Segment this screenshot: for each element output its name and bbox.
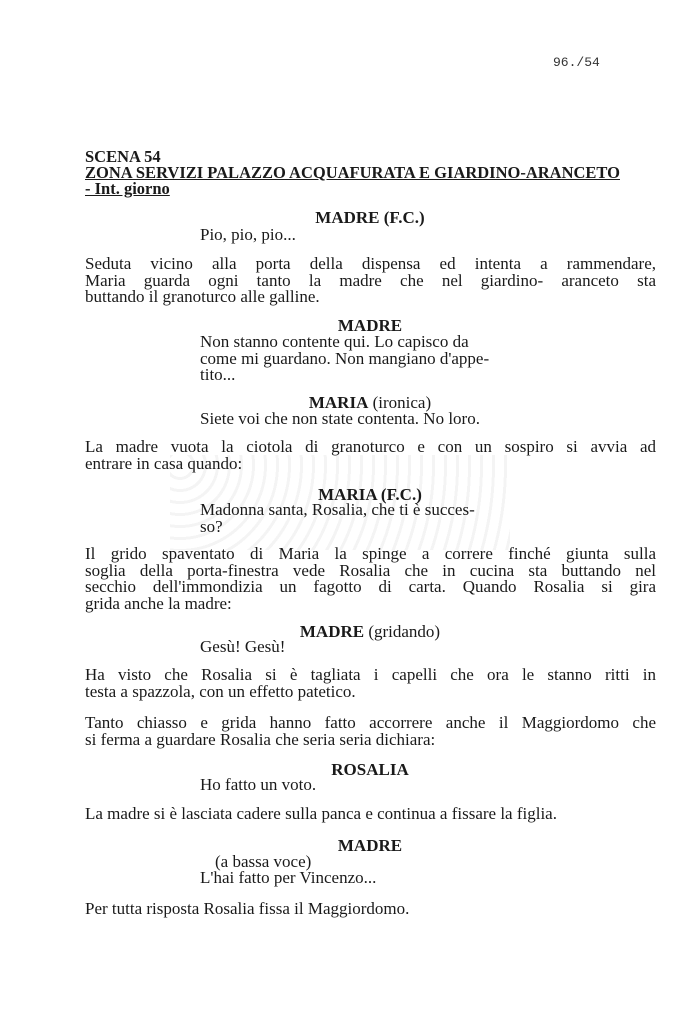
action-line: Seduta vicino alla porta della dispensa ed intenta a rammendare, [85, 254, 656, 273]
character-cue [0, 837, 681, 854]
action-paragraph [85, 806, 656, 823]
action-paragraph [85, 901, 656, 918]
parenthetical: (ironica) [372, 393, 432, 412]
dialogue [200, 227, 296, 244]
character-cue [0, 209, 681, 226]
action-paragraph [85, 715, 656, 748]
character-name: MADRE [337, 316, 403, 335]
parenthetical: (gridando) [368, 622, 441, 641]
action-line: buttando il granoturco alle galline. [85, 287, 320, 306]
action-paragraph [85, 439, 656, 472]
dialogue [200, 870, 376, 887]
action-line: Tanto chiasso e grida hanno fatto accorrere anche il Maggiordomo che [85, 713, 656, 732]
dialogue [200, 334, 489, 384]
character-cue [0, 623, 681, 640]
dialogue-line: tito... [200, 365, 236, 384]
action-line: secchio dell'immondizia un fagotto di carta. Quando Rosalia si gira [85, 577, 656, 596]
dialogue [200, 411, 480, 428]
action-line: Il grido spaventato di Maria la spinge a correre finché giunta sulla [85, 544, 656, 563]
action-line: La madre si è lasciata cadere sulla panca e continua a fissare la figlia. [85, 804, 557, 823]
action-line: grida anche la madre: [85, 593, 232, 613]
action-paragraph [85, 546, 656, 612]
scene-location: ZONA SERVIZI PALAZZO ACQUAFURATA E GIARDINO-ARANCETO [85, 163, 620, 182]
dialogue-line: Pio, pio, pio... [200, 225, 296, 244]
dialogue-line: Madonna santa, Rosalia, che ti è succes- [200, 500, 475, 519]
dialogue [200, 639, 285, 656]
action-line: entrare in casa quando: [85, 453, 243, 473]
dialogue-line: come mi guardano. Non mangiano d'appe- [200, 348, 490, 368]
action-line: si ferma a guardare Rosalia che seria seria dichiara: [85, 729, 436, 749]
character-name: MADRE [299, 622, 365, 641]
character-name: MARIA (F.C.) [318, 485, 422, 504]
scene-number: SCENA 54 [85, 147, 161, 166]
action-paragraph [85, 667, 656, 700]
action-line: La madre vuota la ciotola di granoturco e con un sospiro si avvia ad [85, 437, 656, 456]
dialogue-line: Non stanno contente qui. Lo capisco da [200, 332, 469, 351]
action-line: testa a spazzola, con un effetto patetico. [85, 681, 356, 701]
action-line: soglia della porta-finestra vede Rosalia che in cucina sta buttando nel [85, 560, 656, 580]
character-name: MADRE (F.C.) [315, 208, 425, 227]
action-paragraph [85, 256, 656, 306]
dialogue-line: Ho fatto un voto. [200, 775, 317, 794]
character-name: MADRE [337, 836, 403, 855]
action-line: Per tutta risposta Rosalia fissa il Maggiordomo. [85, 899, 410, 918]
dialogue [200, 502, 475, 535]
page-number: 96./54 [553, 55, 600, 70]
dialogue [200, 777, 316, 794]
dialogue-line: so? [200, 516, 223, 536]
character-name: ROSALIA [331, 760, 409, 779]
action-line: Ha visto che Rosalia si è tagliata i capelli che ora le stanno ritti in [85, 665, 656, 684]
dialogue-line: L'hai fatto per Vincenzo... [200, 868, 377, 887]
dialogue-line: Gesù! Gesù! [200, 637, 286, 656]
scene-time: - Int. giorno [85, 179, 170, 198]
dialogue-line: Siete voi che non state contenta. No loro. [200, 409, 480, 428]
action-line: Maria guarda ogni tanto la madre che nel giardino- aranceto sta [85, 270, 656, 290]
character-name: MARIA [308, 393, 369, 412]
character-cue [0, 761, 681, 778]
parenthetical: (a bassa voce) [215, 852, 312, 871]
